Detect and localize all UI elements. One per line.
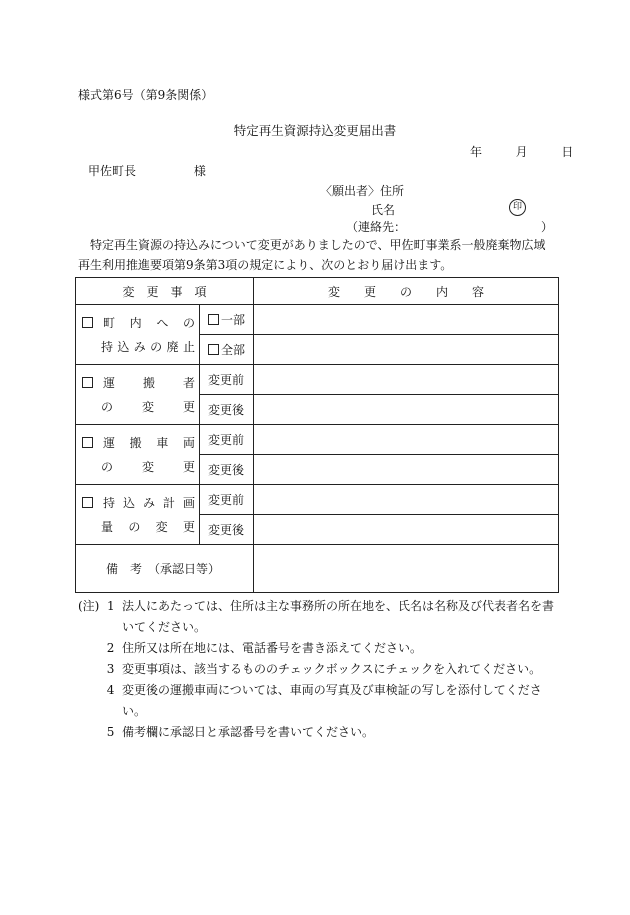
content-cell[interactable] bbox=[254, 515, 559, 545]
checkbox[interactable] bbox=[82, 437, 93, 448]
date-line bbox=[470, 143, 573, 160]
applicant-name-label: 氏名 bbox=[371, 203, 396, 217]
body-paragraph: 特定再生資源の持込みについて変更がありましたので、甲佐町事業系一般廃棄物広域再生利用推進要項第9条第3項の規定により、次のとおり届け出ます。 bbox=[78, 238, 546, 272]
sub-all[interactable] bbox=[200, 335, 254, 365]
content-cell[interactable] bbox=[254, 425, 559, 455]
category-label: 持 込 み の 廃 止 bbox=[101, 339, 195, 354]
checkbox[interactable] bbox=[82, 317, 93, 328]
content-cell[interactable] bbox=[254, 305, 559, 335]
document-title: 特定再生資源持込変更届出書 bbox=[233, 123, 397, 138]
contact-close-paren: ） bbox=[541, 220, 554, 234]
change-table bbox=[75, 277, 559, 593]
note-text: 変更事項は、該当するもののチェックボックスにチェックを入れてください。 bbox=[122, 662, 542, 676]
note-number: 5 bbox=[106, 725, 115, 739]
seal-mark: 印 bbox=[509, 199, 526, 216]
note-item bbox=[78, 596, 556, 638]
notes bbox=[78, 596, 556, 743]
header-change-content: 変 更 の 内 容 bbox=[254, 278, 559, 305]
addressee bbox=[88, 162, 206, 179]
category-label: 町 内 へ の bbox=[103, 315, 195, 330]
checkbox[interactable] bbox=[208, 314, 219, 325]
addressee-name: 甲佐町長 bbox=[88, 164, 137, 178]
category-label: の 変 更 bbox=[101, 399, 195, 414]
content-cell[interactable] bbox=[254, 485, 559, 515]
note-text: 備考欄に承認日と承認番号を書いてください。 bbox=[122, 725, 375, 739]
note-text: 住所又は所在地には、電話番号を書き添えてください。 bbox=[122, 641, 423, 655]
sub-before: 変更前 bbox=[200, 365, 254, 395]
contact-label: （連絡先： bbox=[346, 220, 407, 234]
note-item bbox=[78, 659, 556, 680]
content-cell[interactable] bbox=[254, 365, 559, 395]
sub-label: 一部 bbox=[221, 313, 246, 327]
content-cell[interactable] bbox=[254, 395, 559, 425]
note-number: 2 bbox=[106, 641, 115, 655]
sub-before: 変更前 bbox=[200, 485, 254, 515]
note-text: 法人にあたっては、住所は主な事務所の所在地を、氏名は名称及び代表者名を書いてください。 bbox=[122, 599, 555, 634]
sub-after: 変更後 bbox=[200, 515, 254, 545]
note-item bbox=[78, 638, 556, 659]
category-discontinue[interactable] bbox=[76, 305, 200, 365]
header-change-item: 変 更 事 項 bbox=[76, 278, 254, 305]
remarks-cell[interactable] bbox=[254, 545, 559, 593]
category-label: の 変 更 bbox=[101, 459, 195, 474]
date-month-label: 月 bbox=[515, 145, 528, 159]
sub-after: 変更後 bbox=[200, 455, 254, 485]
category-vehicle[interactable] bbox=[76, 425, 200, 485]
checkbox[interactable] bbox=[82, 377, 93, 388]
note-item bbox=[78, 722, 556, 743]
note-number: 4 bbox=[106, 683, 115, 697]
note-number: 3 bbox=[106, 662, 115, 676]
sub-before: 変更前 bbox=[200, 425, 254, 455]
date-day-label: 日 bbox=[561, 145, 574, 159]
category-carrier[interactable] bbox=[76, 365, 200, 425]
remarks-label: 備 考 （承認日等） bbox=[76, 545, 254, 593]
category-label: 運 搬 車 両 bbox=[103, 435, 195, 450]
category-label: 持 込 み 計 画 bbox=[103, 495, 195, 510]
content-cell[interactable] bbox=[254, 455, 559, 485]
notes-prefix: (注) 1 bbox=[78, 599, 115, 613]
sub-after: 変更後 bbox=[200, 395, 254, 425]
addressee-honorific: 様 bbox=[193, 164, 206, 178]
category-label: 運 搬 者 bbox=[103, 375, 195, 390]
sub-partial[interactable] bbox=[200, 305, 254, 335]
content-cell[interactable] bbox=[254, 335, 559, 365]
category-label: 量 の 変 更 bbox=[101, 519, 195, 534]
sub-label: 全部 bbox=[221, 343, 246, 357]
checkbox[interactable] bbox=[82, 497, 93, 508]
applicant-address-label: 〈願出者〉住所 bbox=[320, 184, 405, 198]
category-plan-volume[interactable] bbox=[76, 485, 200, 545]
form-number: 様式第6号（第9条関係） bbox=[78, 88, 214, 102]
date-year-label: 年 bbox=[470, 145, 483, 159]
checkbox[interactable] bbox=[208, 344, 219, 355]
note-text: 変更後の運搬車両については、車両の写真及び車検証の写しを添付してください。 bbox=[122, 683, 542, 718]
note-item bbox=[78, 680, 556, 722]
